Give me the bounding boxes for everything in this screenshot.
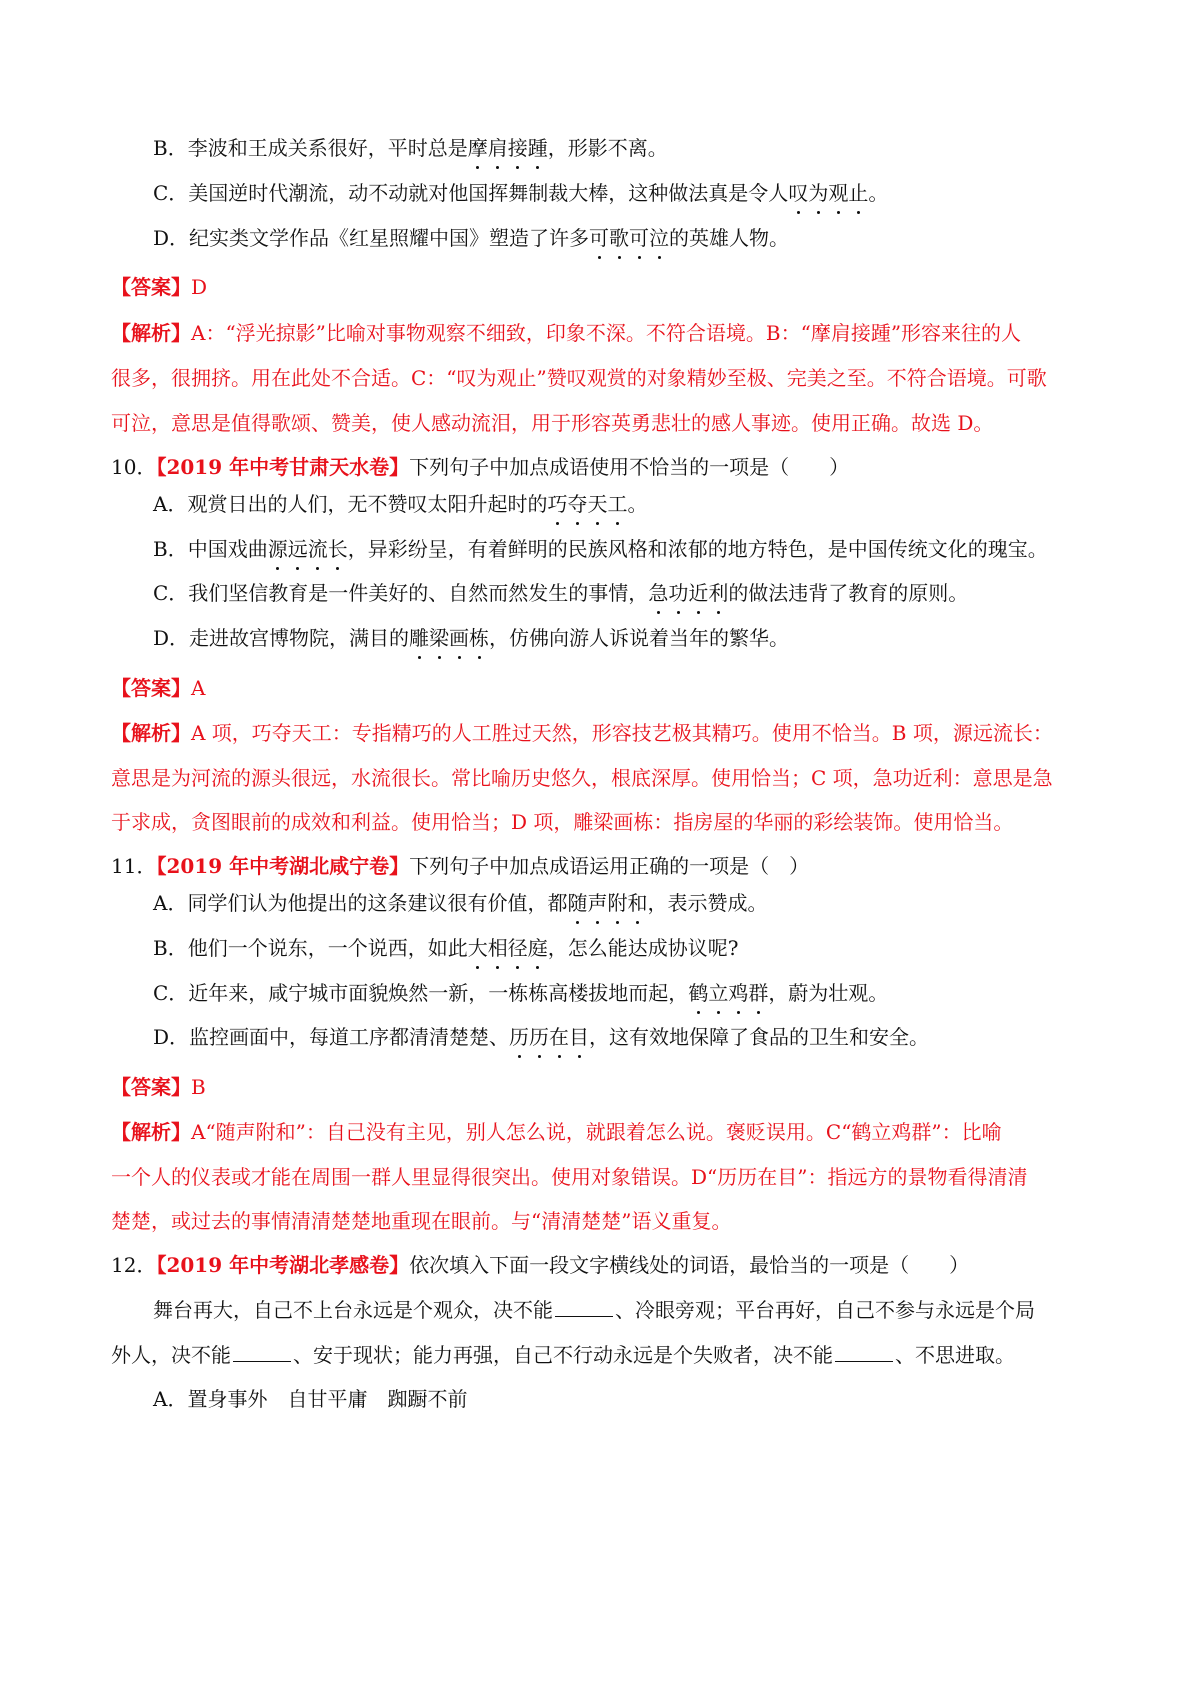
- q11-option-b: B．他们一个说东，一个说西，如此大相径庭，怎么能达成协议呢?: [153, 936, 739, 960]
- q12-option-a: A．置身事外 自甘平庸 踟蹰不前: [153, 1387, 468, 1411]
- fill-blank: [233, 1341, 291, 1362]
- fill-blank: [555, 1296, 613, 1317]
- q10-option-c: C．我们坚信教育是一件美好的、自然而然发生的事情，急功近利的做法违背了教育的原则。: [153, 581, 969, 605]
- q12-passage-line-2: 外人，决不能 、安于现状；能力再强，自己不行动永远是个失败者，决不能 、不思进取。: [111, 1343, 1015, 1367]
- q11-analysis-line-2: 一个人的仪表或才能在周围一群人里显得很突出。使用对象错误。D“历历在目”：指远方的景物看得清清: [111, 1165, 1028, 1189]
- q9-option-c: C．美国逆时代潮流，动不动就对他国挥舞制裁大棒，这种做法真是令人叹为观止。: [153, 181, 889, 205]
- q10-source: 【2019 年中考甘肃天水卷】: [156, 455, 410, 479]
- q12-source: 【2019 年中考湖北孝感卷】: [156, 1253, 410, 1277]
- q10-option-a: A．观赏日出的人们，无不赞叹太阳升起时的巧夺天工。: [153, 492, 648, 516]
- q11-analysis-line-3: 楚楚，或过去的事情清清楚楚地重现在眼前。与“清清楚楚”语义重复。: [111, 1209, 732, 1233]
- q10-analysis-line-3: 于求成，贪图眼前的成效和利益。使用恰当；D 项，雕梁画栋：指房屋的华丽的彩绘装饰。使用恰当。: [111, 810, 1014, 834]
- q9-answer: 【答案】D: [111, 275, 208, 299]
- q11-analysis-line-1: 【解析】A“随声附和”：自己没有主见，别人怎么说，就跟着怎么说。褒贬误用。C“鹤立鸡群”：比喻: [111, 1120, 1002, 1144]
- q12-stem: 12．【2019 年中考湖北孝感卷】依次填入下面一段文字横线处的词语，最恰当的一项是（ ）: [111, 1253, 970, 1277]
- q10-analysis-line-2: 意思是为河流的源头很远，水流很长。常比喻历史悠久，根底深厚。使用恰当；C 项，急功近利：意思是急: [111, 766, 1053, 790]
- q12-passage-line-1: 舞台再大，自己不上台永远是个观众，决不能 、冷眼旁观；平台再好，自己不参与永远是个局: [153, 1298, 1035, 1322]
- q9-analysis-line-2: 很多，很拥挤。用在此处不合适。C：“叹为观止”赞叹观赏的对象精妙至极、完美之至。不符合语境。可歌: [111, 366, 1047, 390]
- q10-analysis-line-1: 【解析】A 项，巧夺天工：专指精巧的人工胜过天然，形容技艺极其精巧。使用不恰当。B 项，源远流长：: [111, 721, 1053, 745]
- q9-analysis-line-3: 可泣，意思是值得歌颂、赞美，使人感动流泪，用于形容英勇悲壮的感人事迹。使用正确。故选 D。: [111, 411, 994, 435]
- q11-option-c: C．近年来，咸宁城市面貌焕然一新，一栋栋高楼拔地而起，鹤立鸡群，蔚为壮观。: [153, 981, 889, 1005]
- q9-option-b: [153, 134, 1143, 162]
- q9-option-b-text: B．李波和王成关系很好，平时总是摩肩接踵，形影不离。: [153, 136, 668, 160]
- q11-source: 【2019 年中考湖北咸宁卷】: [156, 854, 410, 878]
- q10-option-b: B．中国戏曲源远流长，异彩纷呈，有着鲜明的民族风格和浓郁的地方特色，是中国传统文化的瑰宝。: [153, 537, 1048, 561]
- q10-answer: 【答案】A: [111, 676, 206, 700]
- q9-analysis-line-1: 【解析】A：“浮光掠影”比喻对事物观察不细致，印象不深。不符合语境。B：“摩肩接踵”形容来往的人: [111, 321, 1022, 345]
- q10-stem: 10．【2019 年中考甘肃天水卷】下列句子中加点成语使用不恰当的一项是（ ）: [111, 455, 850, 479]
- q11-option-a: A．同学们认为他提出的这条建议很有价值，都随声附和，表示赞成。: [153, 891, 768, 915]
- q10-option-d: D．走进故宫博物院，满目的雕梁画栋，仿佛向游人诉说着当年的繁华。: [153, 626, 790, 650]
- q9-option-d: D．纪实类文学作品《红星照耀中国》塑造了许多可歌可泣的英雄人物。: [153, 226, 790, 250]
- q11-stem: 11．【2019 年中考湖北咸宁卷】下列句子中加点成语运用正确的一项是（ ）: [111, 854, 810, 878]
- q11-answer: 【答案】B: [111, 1075, 206, 1099]
- q11-option-d: D．监控画面中，每道工序都清清楚楚、历历在目，这有效地保障了食品的卫生和安全。: [153, 1025, 930, 1049]
- fill-blank: [835, 1341, 893, 1362]
